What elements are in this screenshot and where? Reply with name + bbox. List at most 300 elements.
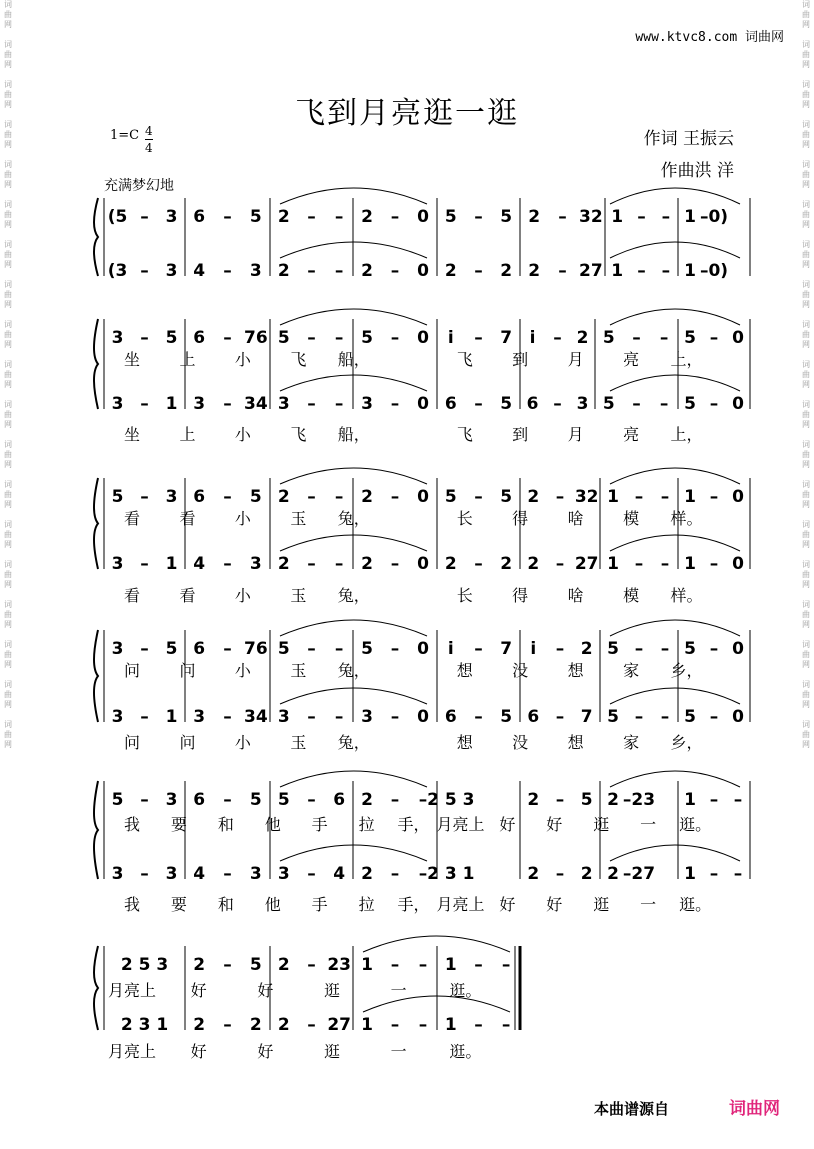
lyric: 月 [567,425,584,444]
note: 2 [361,487,373,507]
note: 5 [684,707,696,727]
note: i [530,639,537,659]
note: – [660,487,670,507]
lyric: 样。 [670,586,703,605]
note: – [223,1015,232,1035]
note: 3 [165,207,178,227]
system-brace [94,198,98,276]
note: 4 [193,864,206,884]
lyric: 玉 [290,733,307,752]
note: – [223,207,232,227]
note: – [307,394,316,414]
lyric: 长 [456,509,473,528]
note: – [660,639,670,659]
lyric: 乡， [670,661,703,680]
note: 3 [111,639,124,659]
lyric: 一 [640,815,657,834]
note: 2 [580,864,593,884]
note: 2 [576,328,589,348]
footer-source: 本曲谱源自 [593,1100,669,1118]
lyric: 想 [567,661,584,680]
note: – [474,1015,483,1035]
tie-slur [610,620,740,636]
note: – [709,707,719,727]
lyric: 好 [190,981,207,1000]
note: – [660,554,670,574]
lyric: 小 [234,509,251,528]
note: 32 [578,207,603,227]
lyric: 好 [546,895,563,914]
note: 0 [732,639,744,659]
note: – [390,487,400,507]
lyric: 他 [264,895,281,914]
note: i [447,328,454,348]
lyric: 上， [670,350,703,369]
lyric: 玉 [290,509,307,528]
note: – [307,261,316,281]
lyric: 逛。 [679,815,712,834]
lyric: 玉 [290,661,307,680]
note: 6 [526,394,539,414]
lyric: 模 [623,586,640,605]
note: 1 [684,864,696,884]
note: 0 [417,394,429,414]
note: 6 [193,328,206,348]
lyric: 玉 [290,586,307,605]
note: 1 [607,487,619,507]
note: 5 [500,207,513,227]
note: 5 [500,707,513,727]
lyric: 一 [390,981,407,1000]
lyric: 看 [179,509,196,528]
note: – [709,790,719,810]
lyric: 月亮上 [107,981,157,1000]
note: 32 [574,487,599,507]
note: 4 [193,554,206,574]
lyric: 乡， [670,733,703,752]
lyric: 兔， [337,733,370,752]
note: – [659,328,669,348]
note: – [390,328,400,348]
lyric: 兔， [337,509,370,528]
note: – [634,707,644,727]
lyric: 亮 [623,425,640,444]
tie-slur [610,688,740,704]
lyric: 上 [179,350,196,369]
note: 5 [500,487,513,507]
note: 2 [361,864,373,884]
note: – [555,639,565,659]
note: – [140,328,149,348]
note: – [555,487,565,507]
note: – [390,955,400,975]
note: 0 [417,261,429,281]
note: – [307,790,316,810]
note: – [501,955,511,975]
lyric: 坐 [123,425,141,444]
note: 5 [684,328,696,348]
note: – [709,639,719,659]
note: 6 [444,707,457,727]
note: – [307,328,316,348]
note: 34 [243,394,268,414]
note: 3 [165,790,178,810]
note: – [634,487,644,507]
note: – [709,328,719,348]
note: – [334,639,344,659]
note: 2 [527,790,540,810]
lyric: 没 [512,661,529,680]
lyric: 长 [456,586,473,605]
note: 1 [361,1015,373,1035]
note: 5 [580,790,593,810]
note: 4 [333,864,346,884]
lyric: 船， [337,350,370,369]
lyric: 好 [257,981,274,1000]
lyric: 到 [512,350,529,369]
note: 2 [361,207,373,227]
note: 4 [193,261,206,281]
lyric: 兔， [337,661,370,680]
note: 23 [327,955,352,975]
lyric: 逛。 [679,895,712,914]
lyric: 拉 [358,815,375,834]
note: 3 [249,864,262,884]
note: – [733,790,743,810]
lyric: 月 [567,350,584,369]
note: – [390,1015,400,1035]
note: 76 [243,639,268,659]
note: – [555,864,565,884]
lyric: 小 [234,661,251,680]
note: – [632,394,641,414]
note: (3 [107,261,128,281]
lyric: 飞 [290,350,307,369]
lyric: 小 [234,586,251,605]
note: 3 [165,261,178,281]
note: – [553,328,562,348]
note: – [390,707,400,727]
lyric: 亮 [623,350,640,369]
lyric: 好 [499,895,516,914]
note: 0 [732,328,744,348]
lyric: 好 [190,1042,207,1061]
note: 5 [111,487,124,507]
note: 5 [111,790,124,810]
note: 2 [361,261,373,281]
lyric: 我 [123,895,141,914]
note: – [140,261,149,281]
lyric: 家 [623,733,640,752]
lyric: 小 [234,733,251,752]
note: 1 [684,554,696,574]
lyric: 月亮上 [436,895,485,914]
note: – [474,394,483,414]
lyric: 好 [546,815,563,834]
lyric: 家 [623,661,640,680]
lyric: 他 [264,815,281,834]
note: 6 [193,639,206,659]
note: 2 [193,1015,206,1035]
note: – [660,707,670,727]
note: – [390,261,400,281]
note: 3 [249,261,262,281]
lyric: 坐 [123,350,141,369]
note: 1 [607,554,619,574]
note: 5 [249,487,262,507]
note: 3 [576,394,589,414]
note: – [709,394,719,414]
lyric: 逛。 [449,981,482,1000]
note: 0 [417,707,429,727]
note: – [140,707,149,727]
note: 5 [361,639,373,659]
note: 1 [444,1015,457,1035]
lyric: 逛 [593,815,610,834]
lyric: 问 [123,661,141,680]
lyric: 啥 [567,586,584,605]
note: 5 [607,639,619,659]
note: – [390,207,400,227]
lyric: 啥 [567,509,584,528]
lyric: 没 [512,733,529,752]
note: –27 [622,864,656,884]
note: – [390,554,400,574]
note: 76 [243,328,268,348]
note: 6 [193,487,206,507]
note: 3 [361,394,373,414]
note: – [555,790,565,810]
note: 2 [193,955,206,975]
tie-slur [610,242,740,258]
note: (5 [107,207,128,227]
note: 5 [277,639,290,659]
note: 2 3 1 [120,1015,169,1035]
note: 3 [361,707,373,727]
note: – [418,955,428,975]
note: – [474,328,483,348]
tie-slur [610,468,740,484]
lyric: 兔， [337,586,370,605]
note: 0 [732,707,744,727]
note: 5 [165,639,178,659]
lyric: 得 [512,586,529,605]
note: i [529,328,536,348]
lyric: 我 [123,815,141,834]
lyric: 逛 [323,981,341,1000]
note: 0 [417,328,429,348]
system-brace [94,478,98,569]
lyric: 想 [456,661,473,680]
lyric: 好 [499,815,516,834]
note: – [223,639,232,659]
note: – [555,707,565,727]
note: 3 [277,394,290,414]
note: – [307,639,316,659]
lyric: 逛 [323,1042,341,1061]
note: – [223,394,232,414]
tie-slur [610,309,740,325]
lyric: 要 [170,815,187,834]
note: 5 [277,328,290,348]
tie-slur [610,771,740,787]
note: 5 [602,328,615,348]
lyric: 飞 [290,425,307,444]
note: 1 [361,955,373,975]
note: 5 [444,487,457,507]
note: 3 [165,487,178,507]
note: – [223,790,232,810]
note: 3 [111,707,124,727]
lyric: 逛。 [449,1042,482,1061]
note: – [474,261,483,281]
note: – [661,207,671,227]
note: – [307,955,316,975]
lyric: 上， [670,425,703,444]
lyric: 手， [397,895,430,914]
note: 2 [607,864,619,884]
tie-slur [610,188,740,204]
lyric: 船， [337,425,370,444]
note: 27 [327,1015,352,1035]
note: 27 [574,554,599,574]
tie-slur [610,845,740,861]
note: – [501,1015,511,1035]
note: 2 [528,207,541,227]
lyric: 手 [311,815,328,834]
note: 3 [111,328,124,348]
note: 2 [277,207,290,227]
lyric: 小 [234,350,251,369]
lyric: 样。 [670,509,703,528]
note: 7 [500,328,513,348]
note: 3 [111,554,124,574]
note: 5 [249,790,262,810]
lyric: 逛 [593,895,610,914]
note: 2 [500,554,513,574]
note: 5 [277,790,290,810]
note: 5 [684,639,696,659]
note: – [390,864,400,884]
note: – [555,554,565,574]
note: 5 [602,394,615,414]
note: – [709,487,719,507]
note: 2 [444,554,457,574]
lyric: 问 [123,733,141,752]
note: – [709,554,719,574]
note: – [334,328,344,348]
note: –23 [622,790,656,810]
note: 5 [607,707,619,727]
note: 34 [243,707,268,727]
note: 3 [249,554,262,574]
lyric: 和 [217,895,234,914]
note: – [307,864,316,884]
lyricist-credit: 作词 王振云 [643,129,734,149]
note: 3 [111,864,124,884]
lyric: 好 [257,1042,274,1061]
time-bottom: 4 [145,141,153,155]
note: 1 [684,790,696,810]
note: 2 [277,261,290,281]
note: – [659,394,669,414]
note: 1 [165,707,178,727]
site-url: www.ktvc8.com 词曲网 [635,30,784,45]
left-watermark: 词 曲 网 词 曲 网 词 曲 网 词 曲 网 词 曲 网 词 曲 网 词 曲 网 词 曲 网 词 曲 网 词 曲 网 词 曲 网 词 曲 网 词 曲 网 词 曲 网 词 曲 网 词 曲 网 词 曲 网 词 曲 网 词 曲 网 [4,0,12,749]
note: 6 [193,790,206,810]
note: 6 [193,207,206,227]
note: – [661,261,671,281]
note: – [558,207,567,227]
lyric: 想 [456,733,473,752]
note: – [334,487,344,507]
note: – [418,1015,428,1035]
note: 7 [580,707,593,727]
lyric: 上 [179,425,196,444]
note: 2 [528,261,541,281]
note: 1 [611,207,624,227]
lyric: 到 [512,425,529,444]
note: – [140,864,149,884]
note: – [632,328,641,348]
note: 1 [684,207,696,227]
lyric: 看 [179,586,196,605]
note: – [223,707,232,727]
lyric: 问 [179,661,196,680]
note: 5 [249,207,262,227]
note: 0 [732,487,744,507]
note: 2 [580,639,593,659]
note: – [140,487,149,507]
note: 3 [193,394,206,414]
footer-brand: 词曲网 [729,1099,780,1119]
note: 0 [417,639,429,659]
note: – [637,207,646,227]
lyric: 问 [179,733,196,752]
note: –0) [699,261,729,281]
note: – [390,394,400,414]
note: – [223,487,232,507]
note: 0 [732,394,744,414]
note: – [334,207,344,227]
lyric: 手 [311,895,328,914]
note: – [223,955,232,975]
note: – [390,790,400,810]
note: 27 [578,261,603,281]
note: 2 [277,554,290,574]
note: – [418,790,428,810]
note: 1 [444,955,457,975]
note: 5 [684,394,696,414]
note: 2 [361,790,373,810]
note: 2 [277,955,290,975]
note: 2 5 3 [120,955,169,975]
note: – [307,707,316,727]
lyric: 拉 [358,895,375,914]
note: – [223,261,232,281]
lyric: 一 [640,895,657,914]
note: 1 [165,554,178,574]
note: 2 [361,554,373,574]
note: 1 [684,487,696,507]
expression-mark: 充满梦幻地 [104,178,174,194]
note: – [733,864,743,884]
note: 2 5 3 [427,790,475,810]
note: 0 [417,487,429,507]
key-signature: 1=C [110,128,140,143]
note: 2 [607,790,619,810]
lyric: 小 [234,425,251,444]
